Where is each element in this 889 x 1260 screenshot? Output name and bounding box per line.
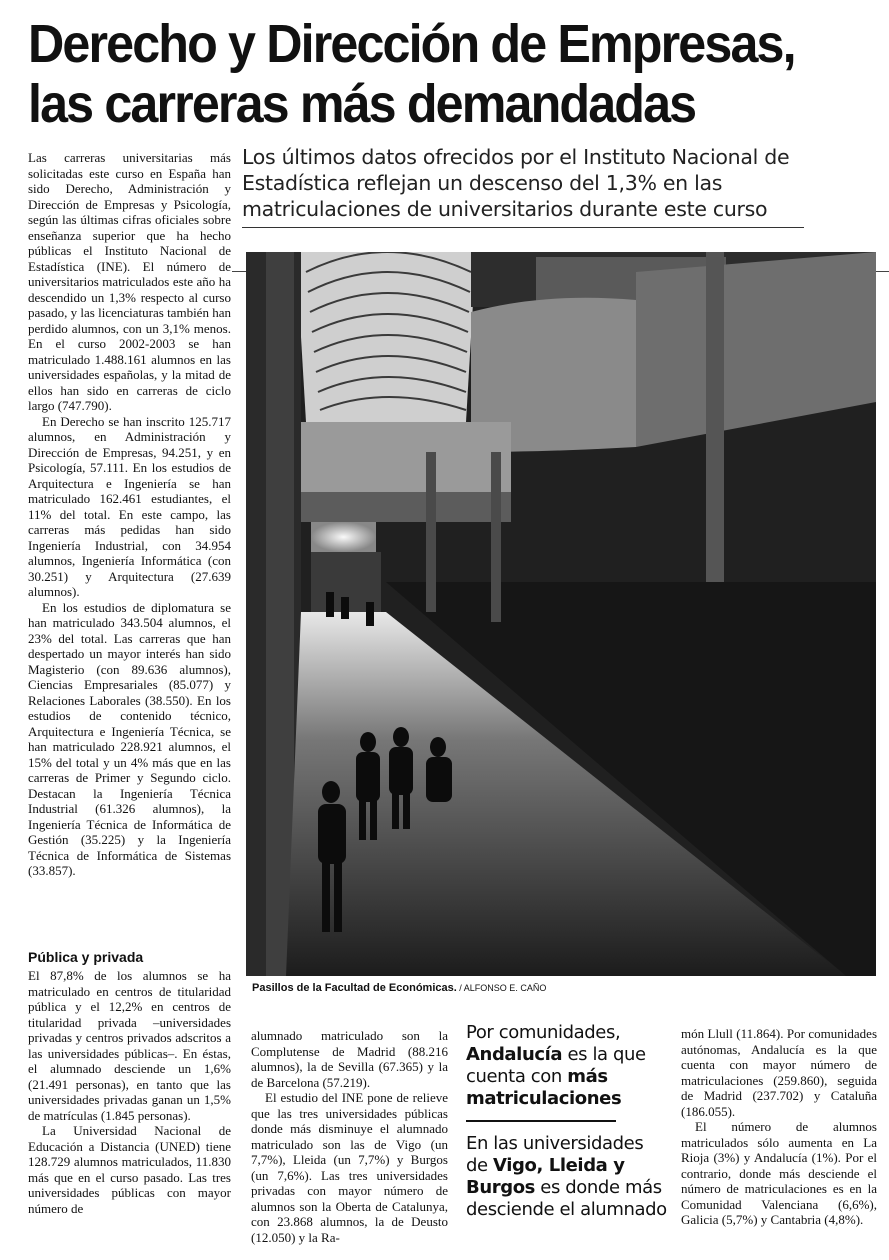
paragraph: alumnado matriculado son la Complutense de Madrid (88.216 alumnos), la de Sevilla (67.365) y la de Barcelona (57.219).	[251, 1028, 448, 1090]
column-1-section	[28, 948, 231, 1216]
paragraph: La Universidad Nacional de Educación a Distancia (UNED) tiene 128.729 alumnos matriculados, 11.830 más que en el curso pasado. Las tres universidades públicas con mayor número de	[28, 1123, 231, 1216]
pullquote-bold: Andalucía	[466, 1044, 563, 1065]
paragraph: El 87,8% de los alumnos se ha matriculado en centros de titularidad pública y el 12,2% en centros de titularidad privada –universidades privadas y centros privados adscritos a las universidades públicas–. En éstas, el alumnado desciende un 1,6% (21.491 personas), en tanto que las universidades privadas ganan un 1,5% de matrículas (1.845 personas).	[28, 968, 231, 1123]
pullquote-rule	[466, 1120, 616, 1122]
photo-caption	[252, 982, 872, 994]
column-5	[681, 1026, 877, 1228]
pullquote-1	[466, 1022, 668, 1110]
pullquote-text: Por comunidades,	[466, 1022, 621, 1043]
paragraph: En Derecho se han inscrito 125.717 alumnos, en Administración y Dirección de Empresas, 94.251, y en Psicología, 57.111. En los estudios de Arquitectura e Ingeniería se han matriculado 162.461 estudiantes, el 11% del total. En este campo, las carreras más pedidas han sido Ingeniería Industrial, con 34.954 alumnos, Ingeniería Informática (con 30.251) y Arquitectura (27.639 alumnos).	[28, 413, 231, 599]
section-heading: Pública y privada	[28, 949, 144, 965]
paragraph: El número de alumnos matriculados sólo aumenta en La Rioja (3%) y Andalucía (1%). Por el contrario, donde más desciende el número de matriculaciones es en la Comunidad Valenciana (6,6%), Galicia (5,7%) y Cantabria (4,8%).	[681, 1119, 877, 1227]
pullquote-text: En las universidades de	[466, 1133, 644, 1176]
pullquote-text: es donde más desciende el alumnado	[466, 1177, 667, 1220]
pullquote-bold: más matriculaciones	[466, 1066, 622, 1109]
subtitle: Los últimos datos ofrecidos por el Instituto Nacional de Estadística reflejan un descenso del 1,3% en las matriculaciones de universitarios durante este curso	[242, 145, 790, 221]
pullquote-text: es la que cuenta con	[466, 1044, 646, 1087]
headline	[28, 14, 819, 134]
pullquote-bold: Vigo, Lleida y Burgos	[466, 1155, 625, 1198]
caption-credit: / ALFONSO E. CAÑO	[456, 983, 547, 993]
headline-line1: Derecho y Dirección de Empresas,	[28, 14, 795, 74]
corridor-photo	[246, 252, 876, 976]
headline-line2: las carreras más demandadas	[28, 74, 696, 134]
paragraph: En los estudios de diplomatura se han matriculado 343.504 alumnos, el 23% del total. Las carreras que han despertado un mayor interés han sido Magisterio (con 89.636 alumnos), Ciencias Empresariales (85.077) y Relaciones Laborales (38.550). En los estudios de contenido técnico, Arquitectura e Ingeniería Técnica, se han matriculado 228.921 alumnos, el 15% del total y un 4% más que en las carreras de Primer y Segundo ciclo. Destacan la Ingeniería Técnica Industrial (61.326 alumnos), la Ingeniería Técnica de Informática de Gestión (35.225) y la Ingeniería Técnica de Informática de Sistemas (33.857).	[28, 599, 231, 878]
corridor-photo-drawing	[246, 252, 876, 976]
paragraph: El estudio del INE pone de relieve que las tres universidades públicas donde más disminuye el alumnado matriculado son las de Vigo (un 7,7%), Lleida (un 7,7%) y Burgos (un 7,6%). Las tres universidades privadas con mayor número de alumnos son la Oberta de Catalunya, con 23.868 alumnos, la de Deusto (12.050) y la Ra-	[251, 1090, 448, 1245]
column-3	[251, 1028, 448, 1245]
paragraph: Las carreras universitarias más solicitadas este curso en España han sido Derecho, Administración y Dirección de Empresas y Psicología, según las últimas cifras oficiales sobre enseñanza superior que ha hecho públicas el Instituto Nacional de Estadística (INE). El número de universitarios matriculados este año ha descendido un 1,3% respecto al curso pasado, y las licenciaturas también han perdido alumnos, con un 3,1% menos. En el curso 2002-2003 se han matriculado 1.488.161 alumnos en las universidades españolas, y la mitad de ellos han sido en carreras de ciclo largo (747.790).	[28, 150, 231, 413]
pullquote-2	[466, 1133, 668, 1221]
paragraph: món Llull (11.864). Por comunidades autónomas, Andalucía es la que cuenta con mayor número de matriculaciones (259.860), seguida de Madrid (237.702) y Cataluña (186.055).	[681, 1026, 877, 1119]
subtitle-rule	[242, 227, 804, 228]
column-1	[28, 150, 231, 879]
caption-text: Pasillos de la Facultad de Económicas.	[252, 982, 457, 994]
